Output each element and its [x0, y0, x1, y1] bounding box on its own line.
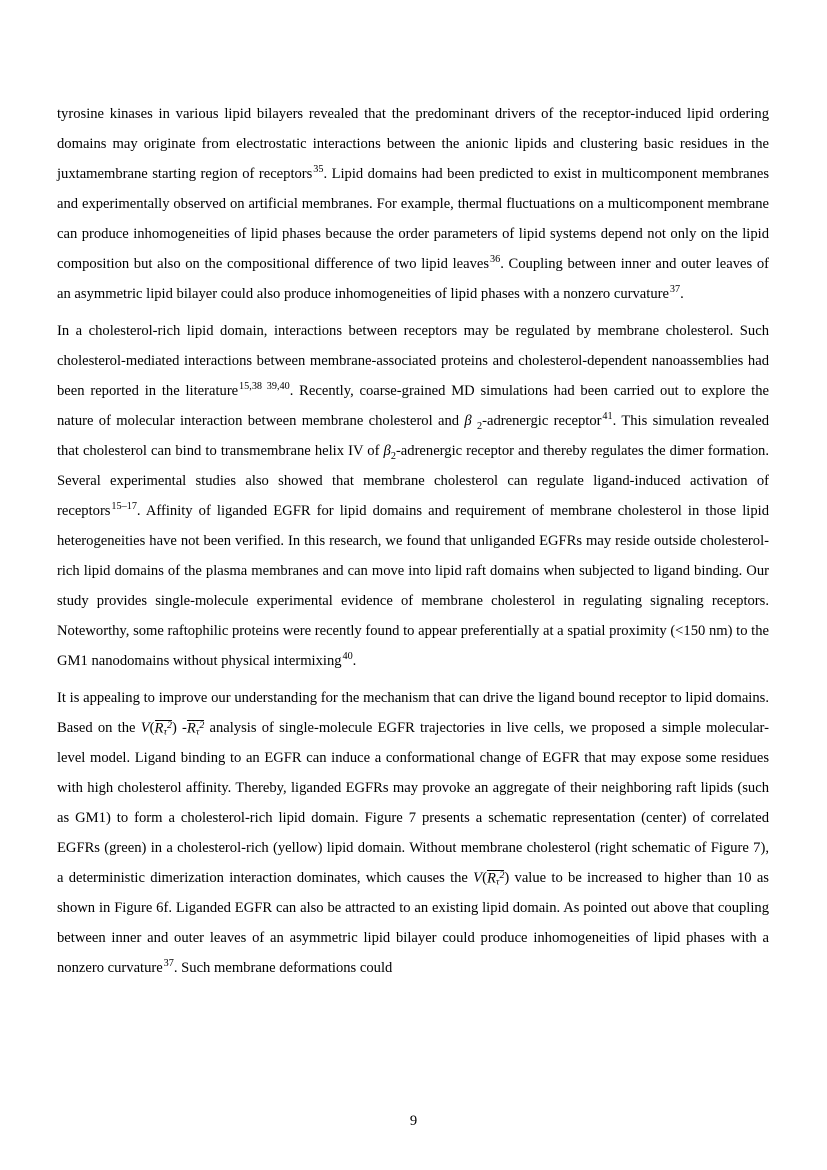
para1-text-4: .	[680, 286, 684, 302]
para2-text-2: . Recently, coarse-grained MD simulations had been carried out to explore the nature of molecular interaction between membrane cholesterol and	[57, 383, 769, 429]
para3-text-1: It is appealing to improve our understanding for the mechanism that can drive the ligand bound receptor to lipid domains. Based on the	[57, 690, 769, 736]
citation-36: 36	[489, 254, 501, 266]
math-exp-2-1: 2	[166, 720, 172, 732]
body-text-column	[57, 99, 769, 983]
citation-35: 35	[313, 164, 324, 176]
math-exp-2-2: 2	[199, 720, 205, 732]
math-overbar-2	[187, 720, 204, 738]
para2-text-6: . Affinity of liganded EGFR for lipid domains and requirement of membrane cholesterol in those lipid heterogeneities have not been verified. In this research, we found that unliganded EGFRs may reside outside cholesterol-rich lipid domains of the plasma membranes and can move into lipid raft domains when subjected to ligand binding. Our study provides single-molecule experimental evidence of membrane cholesterol in regulating signaling receptors. Noteworthy, some raftophilic proteins were recently found to appear preferentially at a spatial proximity (<150 nm) to the GM1 nanodomains without physical intermixing	[57, 503, 769, 669]
math-tau-sub-1: τ	[163, 727, 167, 739]
math-right-paren: )	[171, 720, 177, 736]
para2-text-3: -adrenergic receptor	[482, 413, 602, 429]
math-expression-variance-minus-msd	[140, 720, 205, 739]
citation-41: 41	[602, 411, 613, 423]
citation-15-17: 15–17	[111, 501, 137, 513]
beta-subscript-2: 2	[477, 420, 483, 432]
math-r-glyph-2: R	[186, 721, 196, 737]
citation-40: 40	[342, 651, 353, 663]
math-right-paren-b: )	[504, 870, 510, 886]
beta-2-symbol-spaced	[464, 413, 483, 432]
math-left-paren: (	[149, 720, 155, 736]
para1-text-1: tyrosine kinases in various lipid bilayers revealed that the predominant drivers of the receptor-induced lipid ordering domains may originate from electrostatic interactions between the anionic lipids and clustering basic residues in the juxtamembrane starting region of receptors	[57, 106, 769, 182]
beta-subscript-2b: 2	[390, 450, 396, 462]
citation-37-b: 37	[163, 958, 174, 970]
beta-glyph-2: β	[383, 443, 391, 459]
paragraph-3	[57, 683, 769, 983]
para2-text-7: .	[352, 653, 357, 669]
math-tau-sub-2: τ	[195, 727, 200, 739]
math-r-glyph-1: R	[154, 721, 164, 737]
math-v-glyph: V	[140, 720, 150, 736]
beta-2-symbol	[383, 443, 396, 462]
para3-text-3: value to be increased to higher than 10 as shown in Figure 6f. Liganded EGFR can also be attracted to an existing lipid domain. As pointed out above that coupling between inner and outer leaves of an asymmetric lipid bilayer could produce inhomogeneities of lipid phases with a nonzero curvature	[57, 870, 769, 976]
paragraph-2	[57, 316, 769, 676]
citation-37: 37	[669, 284, 681, 296]
para2-text-1: In a cholesterol-rich lipid domain, interactions between receptors may be regulated by membrane cholesterol. Such cholesterol-mediated interactions between membrane-associated proteins and cholesterol-dependent nanoassemblies had been reported in the literature	[57, 323, 769, 399]
math-v-glyph-b: V	[473, 870, 483, 886]
math-r-glyph-3: R	[486, 871, 496, 887]
beta-glyph: β	[464, 413, 472, 429]
para3-text-4: . Such membrane deformations could	[173, 960, 393, 976]
para2-text-4: . This simulation revealed that cholesterol can bind to transmembrane helix IV of	[57, 413, 769, 459]
math-expression-variance	[473, 870, 510, 889]
para1-text-2: . Lipid domains had been predicted to exist in multicomponent membranes and experimentally observed on artificial membranes. For example, thermal fluctuations on a multicomponent membrane can produce inhomogeneities of lipid phases because the order parameters of lipid systems depend not only on the lipid composition but also on the compositional difference of two lipid leaves	[57, 166, 770, 272]
math-overbar-3	[487, 870, 504, 888]
citation-15-38-39-40: 15,38 39,40	[239, 381, 290, 393]
page-number: 9	[409, 1113, 418, 1129]
math-minus-sign: -	[176, 720, 187, 736]
math-left-paren-b: (	[482, 870, 487, 886]
math-tau-sub-3: τ	[495, 877, 500, 889]
para3-text-2: analysis of single-molecule EGFR trajectories in live cells, we proposed a simple molecular-level model. Ligand binding to an EGFR can induce a conformational change of EGFR that may expose some residues with high cholesterol affinity. Thereby, liganded EGFRs may provoke an aggregate of their neighboring raft lipids (such as GM1) to form a cholesterol-rich lipid domain. Figure 7 presents a schematic representation (center) of correlated EGFRs (green) in a cholesterol-rich (yellow) lipid domain. Without membrane cholesterol (right schematic of Figure 7), a deterministic dimerization interaction dominates, which causes the	[57, 720, 769, 886]
math-overbar-1	[155, 720, 172, 738]
para2-text-5: -adrenergic receptor and thereby regulates the dimer formation. Several experimental studies also showed that membrane cholesterol can regulate ligand-induced activation of receptors	[57, 443, 769, 519]
para1-text-3: . Coupling between inner and outer leaves of an asymmetric lipid bilayer could also produce inhomogeneities of lipid phases with a nonzero curvature	[57, 256, 769, 302]
paragraph-1	[57, 99, 769, 309]
math-exp-2-3: 2	[499, 870, 505, 882]
